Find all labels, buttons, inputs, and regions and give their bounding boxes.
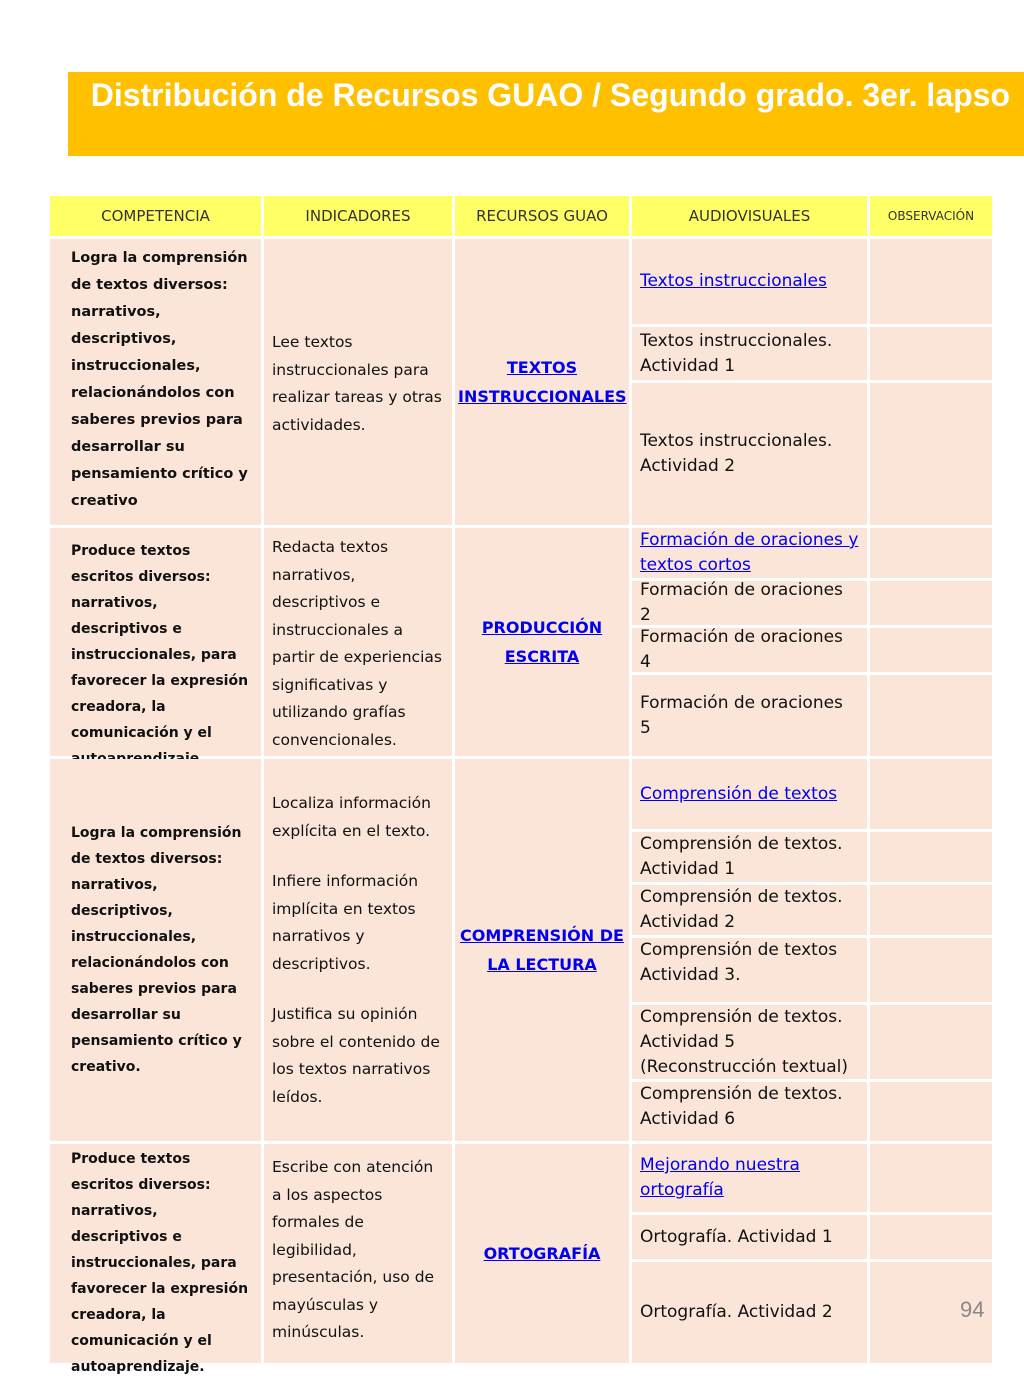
audiovisual-cell: Textos instruccionales. Actividad 2 xyxy=(632,383,867,525)
recurso-cell xyxy=(455,1144,629,1363)
audiovisual-link[interactable]: Comprensión de textos xyxy=(640,783,838,804)
recurso-cell xyxy=(455,528,629,756)
observacion-cell[interactable] xyxy=(870,832,992,882)
competencia-cell: Logra la comprensión de textos diversos: narrativos, descriptivos, instruccionales, relacionándolos con saberes previos para desarrollar su pensamiento crítico y creativo xyxy=(50,239,261,525)
recurso-cell xyxy=(455,759,629,1141)
audiovisual-link[interactable]: Mejorando nuestra ortografía xyxy=(640,1155,800,1200)
title-banner xyxy=(68,72,1024,156)
audiovisual-cell: Ortografía. Actividad 1 xyxy=(632,1215,867,1259)
header-recursos-guao: RECURSOS GUAO xyxy=(455,196,629,236)
observacion-cell[interactable] xyxy=(870,1005,992,1079)
observacion-cell[interactable] xyxy=(870,759,992,829)
audiovisual-cell xyxy=(632,1144,867,1212)
recurso-cell xyxy=(455,239,629,525)
competencia-cell: Produce textos escritos diversos: narrativos, descriptivos e instruccionales, para favorecer la expresión creadora, la comunicación y el xyxy=(50,528,261,756)
header-competencia: COMPETENCIA xyxy=(50,196,261,236)
audiovisual-cell xyxy=(632,759,867,829)
audiovisual-cell: Comprensión de textos. Actividad 5 (Reconstrucción textual) xyxy=(632,1005,867,1079)
resource-table xyxy=(50,196,992,1375)
page-title: Distribución de Recursos GUAO / Segundo grado. 3er. lapso xyxy=(90,77,1010,113)
observacion-cell[interactable] xyxy=(870,675,992,756)
indicador-text: Lee textos instruccionales para realizar tareas y otras actividades. xyxy=(272,333,442,434)
page-number: 94 xyxy=(960,1297,985,1322)
audiovisual-cell: Ortografía. Actividad 2 xyxy=(632,1262,867,1363)
competencia-cell: Logra la comprensión de textos diversos: narrativos, descriptivos, instruccionales, relacionándolos con saberes previos para desarrollar su pensamiento crítico y creativo. xyxy=(50,759,261,1141)
audiovisual-cell xyxy=(632,528,867,578)
header-audiovisuales: AUDIOVISUALES xyxy=(632,196,867,236)
recurso-link[interactable]: TEXTOS INSTRUCCIONALES xyxy=(458,358,627,406)
observacion-cell[interactable] xyxy=(870,1082,992,1141)
header-observacion: OBSERVACIÓN xyxy=(870,196,992,236)
observacion-cell[interactable] xyxy=(870,528,992,578)
observacion-cell[interactable] xyxy=(870,1144,992,1212)
observacion-cell[interactable] xyxy=(870,383,992,525)
recurso-link[interactable]: ORTOGRAFÍA xyxy=(483,1244,601,1263)
audiovisual-cell: Comprensión de textos. Actividad 2 xyxy=(632,885,867,935)
audiovisual-cell: Textos instruccionales. Actividad 1 xyxy=(632,327,867,380)
audiovisual-link[interactable]: Formación de oraciones y textos cortos xyxy=(640,530,859,575)
observacion-cell[interactable] xyxy=(870,885,992,935)
indicadores-cell xyxy=(264,759,452,1141)
indicador-text: Redacta textos narrativos, descriptivos e instruccionales a partir de experiencias significativas y utilizando grafías convencionales. xyxy=(272,538,442,749)
observacion-cell[interactable] xyxy=(870,1215,992,1259)
recurso-link[interactable]: COMPRENSIÓN DE LA LECTURA xyxy=(460,926,624,974)
competencia-cell: Produce textos escritos diversos: narrativos, descriptivos e instruccionales, para favorecer la expresión creadora, la comunicación y el autoaprendizaje. xyxy=(50,1144,261,1363)
audiovisual-cell: Formación de oraciones 4 xyxy=(632,628,867,672)
audiovisual-cell: Formación de oraciones 5 xyxy=(632,675,867,756)
indicador-text: Escribe con atención a los aspectos formales de legibilidad, presentación, uso de mayúsculas y minúsculas. xyxy=(272,1158,435,1341)
indicador-text: Infiere información implícita en textos narrativos y descriptivos. xyxy=(272,872,419,973)
recurso-link[interactable]: PRODUCCIÓN ESCRITA xyxy=(481,618,603,666)
audiovisual-cell: Comprensión de textos. Actividad 1 xyxy=(632,832,867,882)
indicadores-cell xyxy=(264,528,452,756)
indicadores-cell xyxy=(264,239,452,525)
audiovisual-cell: Comprensión de textos. Actividad 6 xyxy=(632,1082,867,1141)
indicador-text: Justifica su opinión sobre el contenido de los textos narrativos leídos. xyxy=(272,1005,440,1106)
observacion-cell[interactable] xyxy=(870,938,992,1002)
indicador-text: Localiza información explícita en el texto. xyxy=(272,794,431,840)
audiovisual-link[interactable]: Textos instruccionales xyxy=(640,271,827,291)
observacion-cell[interactable] xyxy=(870,239,992,324)
header-indicadores: INDICADORES xyxy=(264,196,452,236)
audiovisual-cell: Comprensión de textos Actividad 3. xyxy=(632,938,867,1002)
audiovisual-cell xyxy=(632,239,867,324)
indicadores-cell xyxy=(264,1144,452,1363)
observacion-cell[interactable] xyxy=(870,581,992,625)
observacion-cell[interactable] xyxy=(870,628,992,672)
observacion-cell[interactable] xyxy=(870,327,992,380)
audiovisual-cell: Formación de oraciones 2 xyxy=(632,581,867,625)
